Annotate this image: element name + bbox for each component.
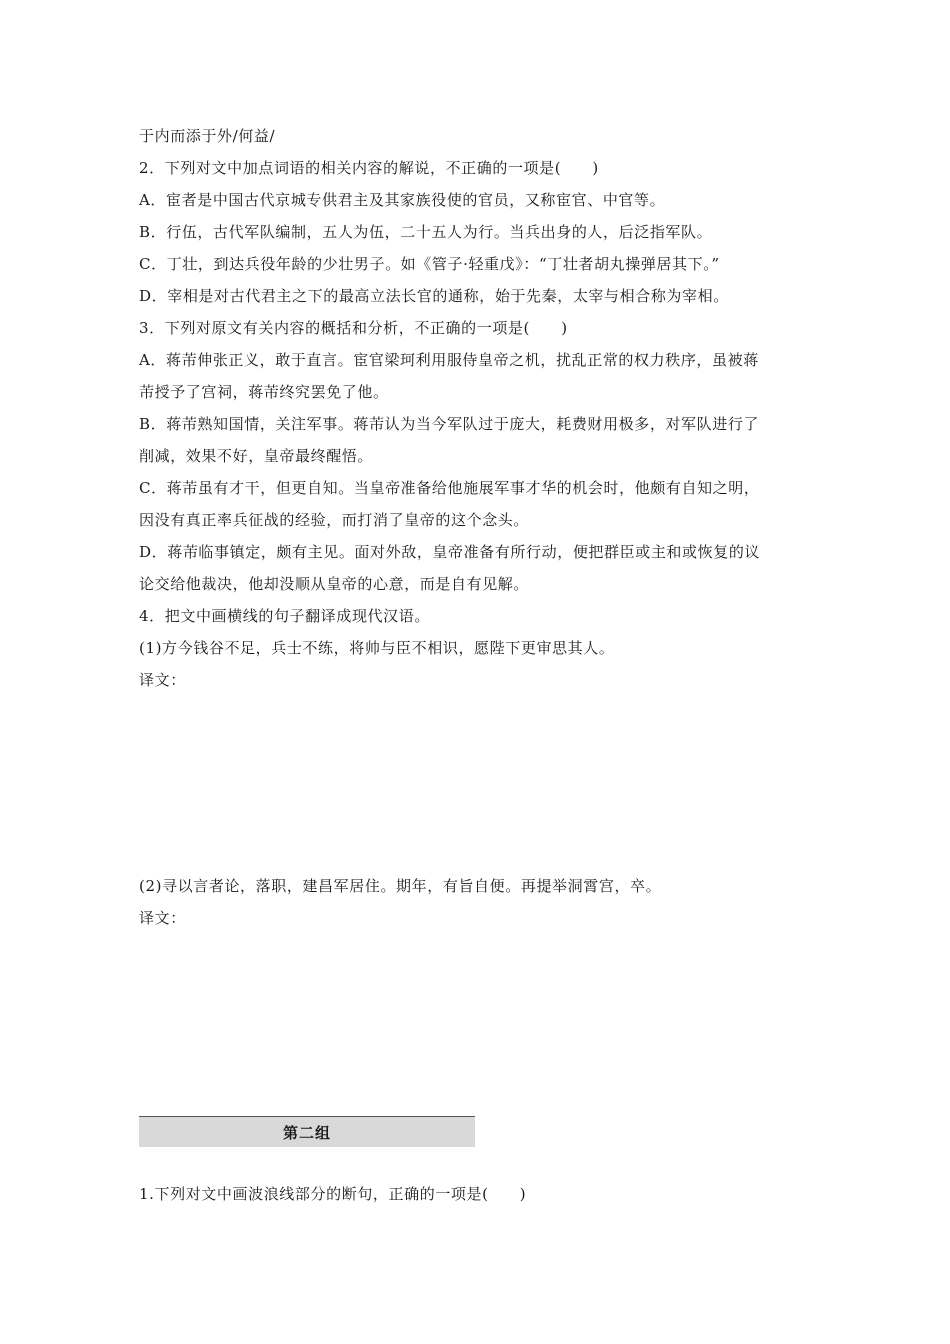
- question-2-stem: 2．下列对文中加点词语的相关内容的解说，不正确的一项是( ): [139, 159, 599, 177]
- question-2-option-b: B．行伍，古代军队编制，五人为伍，二十五人为行。当兵出身的人，后泛指军队。: [139, 223, 713, 241]
- question-3-option-a: A．蒋芾伸张正义，敢于直言。宦官梁珂利用服侍皇帝之机，扰乱正常的权力秩序，虽被蒋: [139, 351, 759, 369]
- question-3-option-b-cont: 削减，效果不好，皇帝最终醒悟。: [139, 447, 374, 465]
- question-4-stem: 4．把文中画横线的句子翻译成现代汉语。: [139, 607, 430, 625]
- question-4-sentence-1: (1)方今钱谷不足，兵士不练，将帅与臣不相识，愿陛下更审思其人。: [139, 639, 615, 657]
- question-3-option-c: C．蒋芾虽有才干，但更自知。当皇帝准备给他施展军事才华的机会时，他颇有自知之明，: [139, 479, 760, 497]
- group-2-question-1-stem: 1.下列对文中画波浪线部分的断句，正确的一项是( ): [139, 1185, 527, 1203]
- question-3-option-d-cont: 论交给他裁决，他却没顺从皇帝的心意，而是自有见解。: [139, 575, 530, 593]
- question-3-option-b: B．蒋芾熟知国情，关注军事。蒋芾认为当今军队过于庞大，耗费财用极多，对军队进行了: [139, 415, 760, 433]
- question-3-option-a-cont: 芾授予了宫祠，蒋芾终究罢免了他。: [139, 383, 389, 401]
- question-3-option-c-cont: 因没有真正率兵征战的经验，而打消了皇帝的这个念头。: [139, 511, 530, 529]
- question-2-option-c: C．丁壮，到达兵役年龄的少壮男子。如《管子·轻重戊》：“丁壮者胡丸操弹居其下。”: [139, 255, 720, 273]
- passage-tail: 于内而添于外/何益/: [139, 127, 276, 145]
- section-title: 第二组: [282, 1123, 331, 1142]
- translation-label-1: 译文：: [139, 671, 186, 689]
- question-2-option-d: D．宰相是对古代君主之下的最高立法长官的通称，始于先秦，太宰与相合称为宰相。: [139, 287, 729, 305]
- question-2-option-a: A．宦者是中国古代京城专供君主及其家族役使的官员，又称宦官、中官等。: [139, 191, 666, 209]
- section-header-group-2: [139, 1116, 475, 1147]
- question-3-stem: 3．下列对原文有关内容的概括和分析，不正确的一项是( ): [139, 319, 568, 337]
- translation-label-2: 译文：: [139, 909, 186, 927]
- question-3-option-d: D．蒋芾临事镇定，颇有主见。面对外敌，皇帝准备有所行动，便把群臣或主和或恢复的议: [139, 543, 761, 561]
- question-4-sentence-2: (2)寻以言者论，落职，建昌军居住。期年，有旨自便。再提举洞霄宫，卒。: [139, 877, 662, 895]
